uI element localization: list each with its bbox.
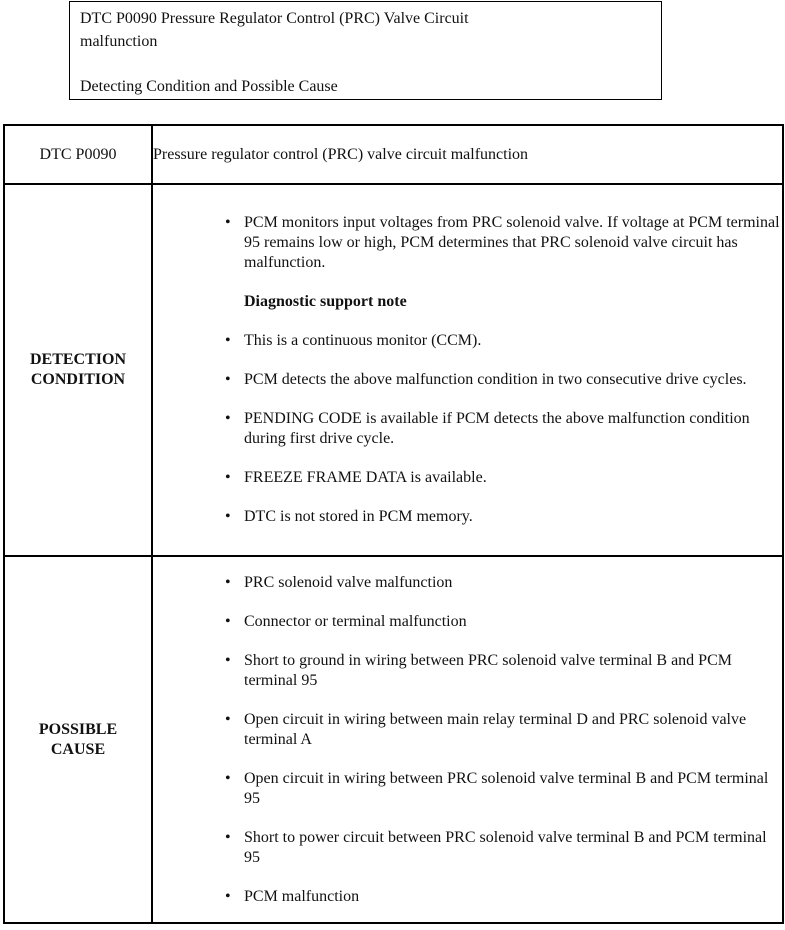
cause-label — [39, 720, 117, 760]
dtc-code: DTC P0090 — [39, 145, 117, 163]
list-item: • PRC solenoid valve malfunction — [225, 573, 782, 593]
list-item: • Open circuit in wiring between PRC solenoid valve terminal B and PCM terminal 95 — [225, 769, 782, 809]
dtc-table — [3, 124, 784, 924]
cause-label-line-2: CAUSE — [50, 740, 106, 758]
cause-label-line-1: POSSIBLE — [38, 720, 118, 738]
list-item: • PENDING CODE is available if PCM detects the above malfunction condition during first drive cycle. — [225, 409, 782, 449]
cause-list — [153, 557, 782, 922]
detection-label-cell — [4, 184, 152, 556]
list-item: • Connector or terminal malfunction — [225, 612, 782, 632]
detection-label — [30, 350, 126, 390]
cause-row — [4, 556, 783, 923]
detection-list — [153, 213, 782, 527]
dtc-description-cell — [152, 125, 783, 184]
detection-content-cell — [152, 184, 783, 556]
list-item: • Open circuit in wiring between main relay terminal D and PRC solenoid valve terminal A — [225, 710, 782, 750]
list-item: • FREEZE FRAME DATA is available. — [225, 468, 782, 488]
list-item: • PCM monitors input voltages from PRC solenoid valve. If voltage at PCM terminal 95 remains low or high, PCM determines that PRC solenoid valve circuit has malfunction. — [225, 213, 782, 273]
title-box — [69, 1, 662, 100]
subtitle: Detecting Condition and Possible Cause — [80, 78, 338, 95]
title-line-2: malfunction — [80, 33, 158, 50]
cause-content-cell — [152, 556, 783, 923]
cause-label-cell — [4, 556, 152, 923]
list-item: • PCM malfunction — [225, 887, 782, 907]
dtc-description: Pressure regulator control (PRC) valve circuit malfunction — [153, 145, 529, 163]
detection-row — [4, 184, 783, 556]
list-item: • DTC is not stored in PCM memory. — [225, 507, 782, 527]
detection-label-line-2: CONDITION — [30, 371, 126, 388]
title-line-1: DTC P0090 Pressure Regulator Control (PRC) Valve Circuit — [80, 10, 469, 27]
dtc-code-cell — [4, 125, 152, 184]
list-item: • Short to power circuit between PRC solenoid valve terminal B and PCM terminal 95 — [225, 828, 782, 868]
list-item: • This is a continuous monitor (CCM). — [225, 331, 782, 351]
detection-label-line-1: DETECTION — [29, 351, 127, 368]
list-item: • PCM detects the above malfunction condition in two consecutive drive cycles. — [225, 370, 782, 390]
header-row — [4, 125, 783, 184]
diagnostic-support-heading: Diagnostic support note — [244, 293, 407, 310]
list-item: • Short to ground in wiring between PRC solenoid valve terminal B and PCM terminal 95 — [225, 651, 782, 691]
